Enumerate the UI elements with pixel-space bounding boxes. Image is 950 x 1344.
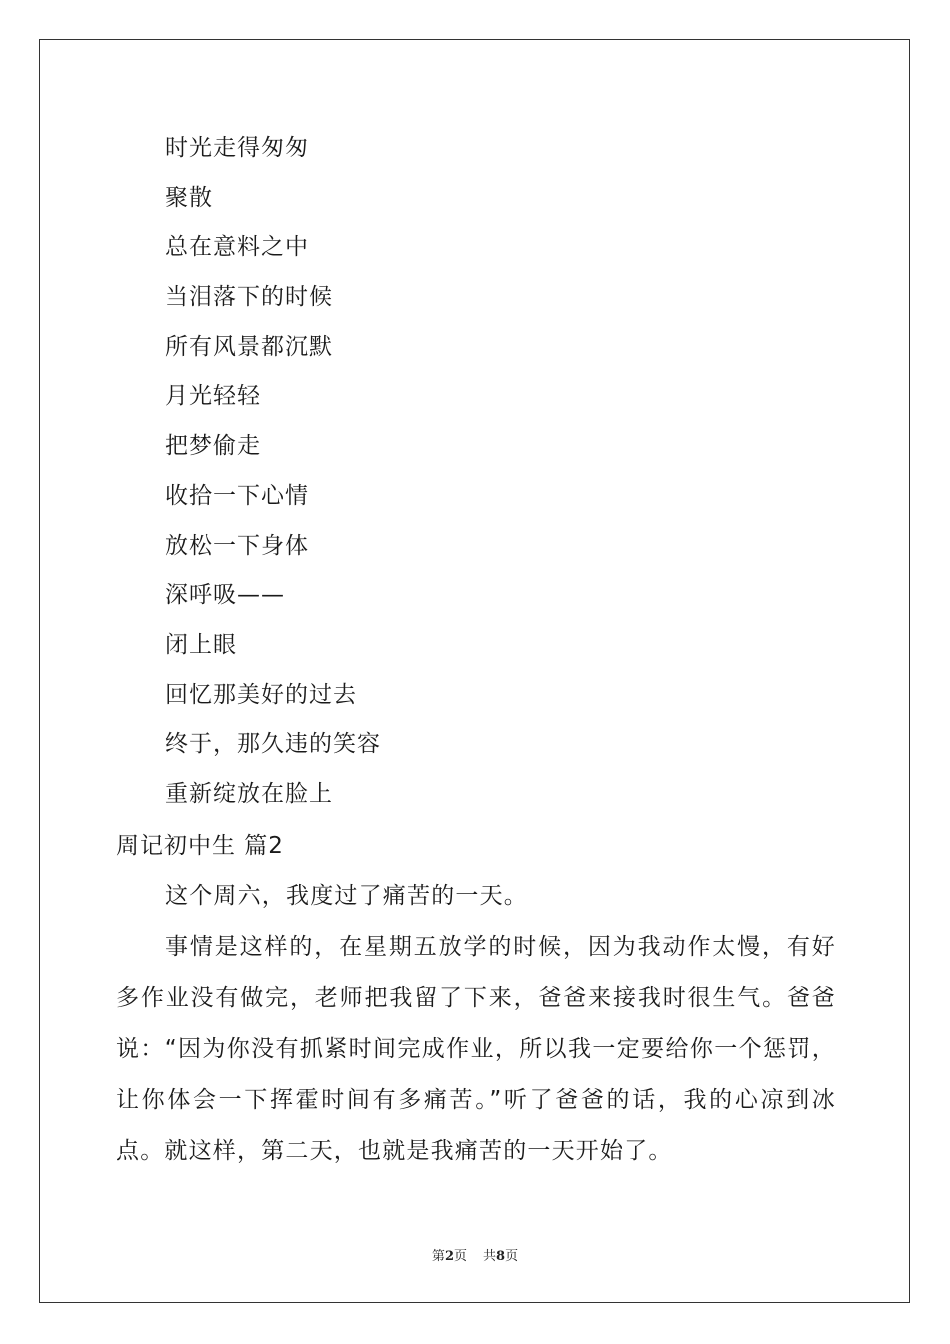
page-number: 2 bbox=[444, 1249, 454, 1264]
poem-line: 闭上眼 bbox=[165, 631, 237, 658]
total-prefix: 共 bbox=[483, 1249, 497, 1264]
poem-line: 回忆那美好的过去 bbox=[165, 681, 357, 708]
poem-line: 时光走得匆匆 bbox=[165, 135, 309, 161]
paragraph: 事情是这样的，在星期五放学的时候，因为我动作太慢，有好多作业没有做完，老师把我留了下来，爸爸来接我时很生气。爸爸说：“因为你没有抓紧时间完成作业，所以我一定要给你一个惩罚，让你体会一下挥霍时间有多痛苦。”听了爸爸的话，我的心凉到冰点。就这样，第二天，也就是我痛苦的一天开始了。 bbox=[116, 934, 836, 1164]
poem-line: 所有风景都沉默 bbox=[165, 333, 333, 360]
poem-line: 把梦偷走 bbox=[165, 433, 261, 460]
section-heading: 周记初中生 篇2 bbox=[116, 833, 284, 859]
poem-line: 聚散 bbox=[165, 184, 213, 211]
poem-line: 重新绽放在脸上 bbox=[165, 780, 333, 807]
poem-line: 放松一下身体 bbox=[165, 532, 309, 559]
poem bbox=[165, 128, 381, 824]
total-pages: 8 bbox=[496, 1249, 506, 1264]
poem-line: 终于，那久违的笑容 bbox=[165, 731, 381, 758]
page-suffix: 页 bbox=[453, 1249, 467, 1264]
poem-line: 总在意料之中 bbox=[165, 234, 309, 261]
paragraph: 这个周六，我度过了痛苦的一天。 bbox=[165, 883, 528, 909]
poem-line: 当泪落下的时候 bbox=[165, 284, 333, 311]
poem-line: 深呼吸—— bbox=[165, 582, 285, 609]
page-prefix: 第 bbox=[431, 1249, 445, 1264]
poem-line: 月光轻轻 bbox=[165, 383, 261, 410]
total-suffix: 页 bbox=[505, 1249, 519, 1264]
page-footer bbox=[0, 1247, 950, 1267]
poem-line: 收拾一下心情 bbox=[165, 482, 309, 509]
